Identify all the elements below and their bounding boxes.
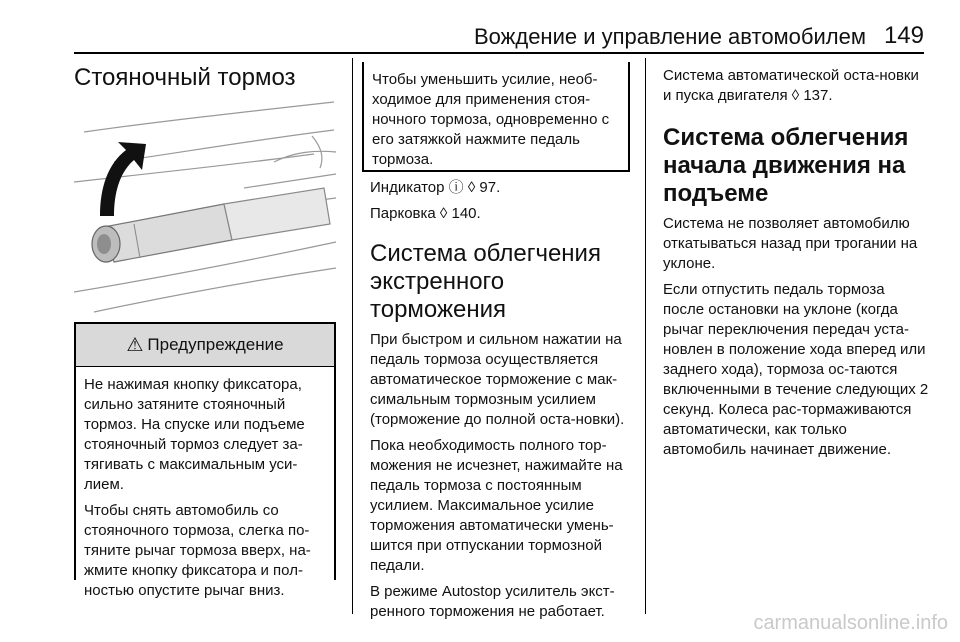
indicator-reference: Индикатор ⓘ ◊ 97. (370, 179, 501, 196)
warning-title: Предупреждение (147, 335, 284, 354)
hill-start-heading: Система облегчения начала движения на подъеме (663, 124, 909, 207)
column-divider-1 (352, 58, 353, 614)
warning-triangle-icon: ⚠ (126, 334, 144, 356)
hill-start-paragraph-2: Если отпустить педаль тормоза после остановки на уклоне (когда рычаг переключения передач уста-новлен в положение хода вперед или заднего хода), тормоза ос-таются включенными в течение следующих 2 секунд. Колеса рас-тормаживаются автоматически, как только автомобиль начинает движение. (663, 281, 929, 458)
autostop-reference: Система автоматической оста-новки и пуска двигателя ◊ 137. (663, 67, 919, 104)
note-text: Чтобы уменьшить усилие, необ-ходимое для применения стоя-ночного тормоза, одновременно с его затяжкой нажмите педаль тормоза. (372, 71, 610, 168)
column-2-body (370, 178, 636, 628)
parking-reference: Парковка ◊ 140. (370, 205, 481, 222)
warning-header (76, 324, 334, 367)
note-box (362, 62, 630, 172)
warning-paragraph-2: Чтобы снять автомобиль со стояночного тормоза, слегка по-тяните рычаг тормоза вверх, на-жмите кнопку фиксатора и пол-ностью опустите рычаг вниз. (84, 502, 311, 599)
warning-paragraph-1: Не нажимая кнопку фиксатора, сильно затяните стояночный тормоз. На спуске или подъеме стояночный тормоз следует за-тягивать с максимальным уси-лием. (84, 376, 305, 493)
hill-start-paragraph-1: Система не позволяет автомобилю откатываться назад при трогании на уклоне. (663, 215, 918, 272)
page-number: 149 (883, 22, 924, 49)
header-rule (74, 52, 924, 54)
emergency-braking-paragraph-2: Пока необходимость полного тор-можения не исчезнет, нажимайте на педаль тормоза с постоянным усилием. Максимальное усилие торможения автоматически умень-шится при отпускании тормозной педали. (370, 437, 623, 574)
parking-brake-illustration (74, 92, 338, 314)
emergency-braking-paragraph-1: При быстром и сильном нажатии на педаль тормоза осуществляется автоматическое торможение с мак-симальным тормозным усилием (торможение до полной оста-новки). (370, 331, 625, 428)
column-3-body (663, 66, 929, 466)
warning-box (74, 322, 336, 599)
emergency-braking-heading: Система облегчения экстренного торможения (370, 240, 601, 323)
watermark: carmanualsonline.info (753, 612, 948, 634)
emergency-braking-paragraph-3: В режиме Autostop усилитель экст-ренного торможения не работает. (370, 583, 615, 620)
section-title: Стояночный тормоз (74, 64, 296, 91)
running-header-title: Вождение и управление автомобилем (473, 24, 866, 49)
column-divider-2 (645, 58, 646, 614)
